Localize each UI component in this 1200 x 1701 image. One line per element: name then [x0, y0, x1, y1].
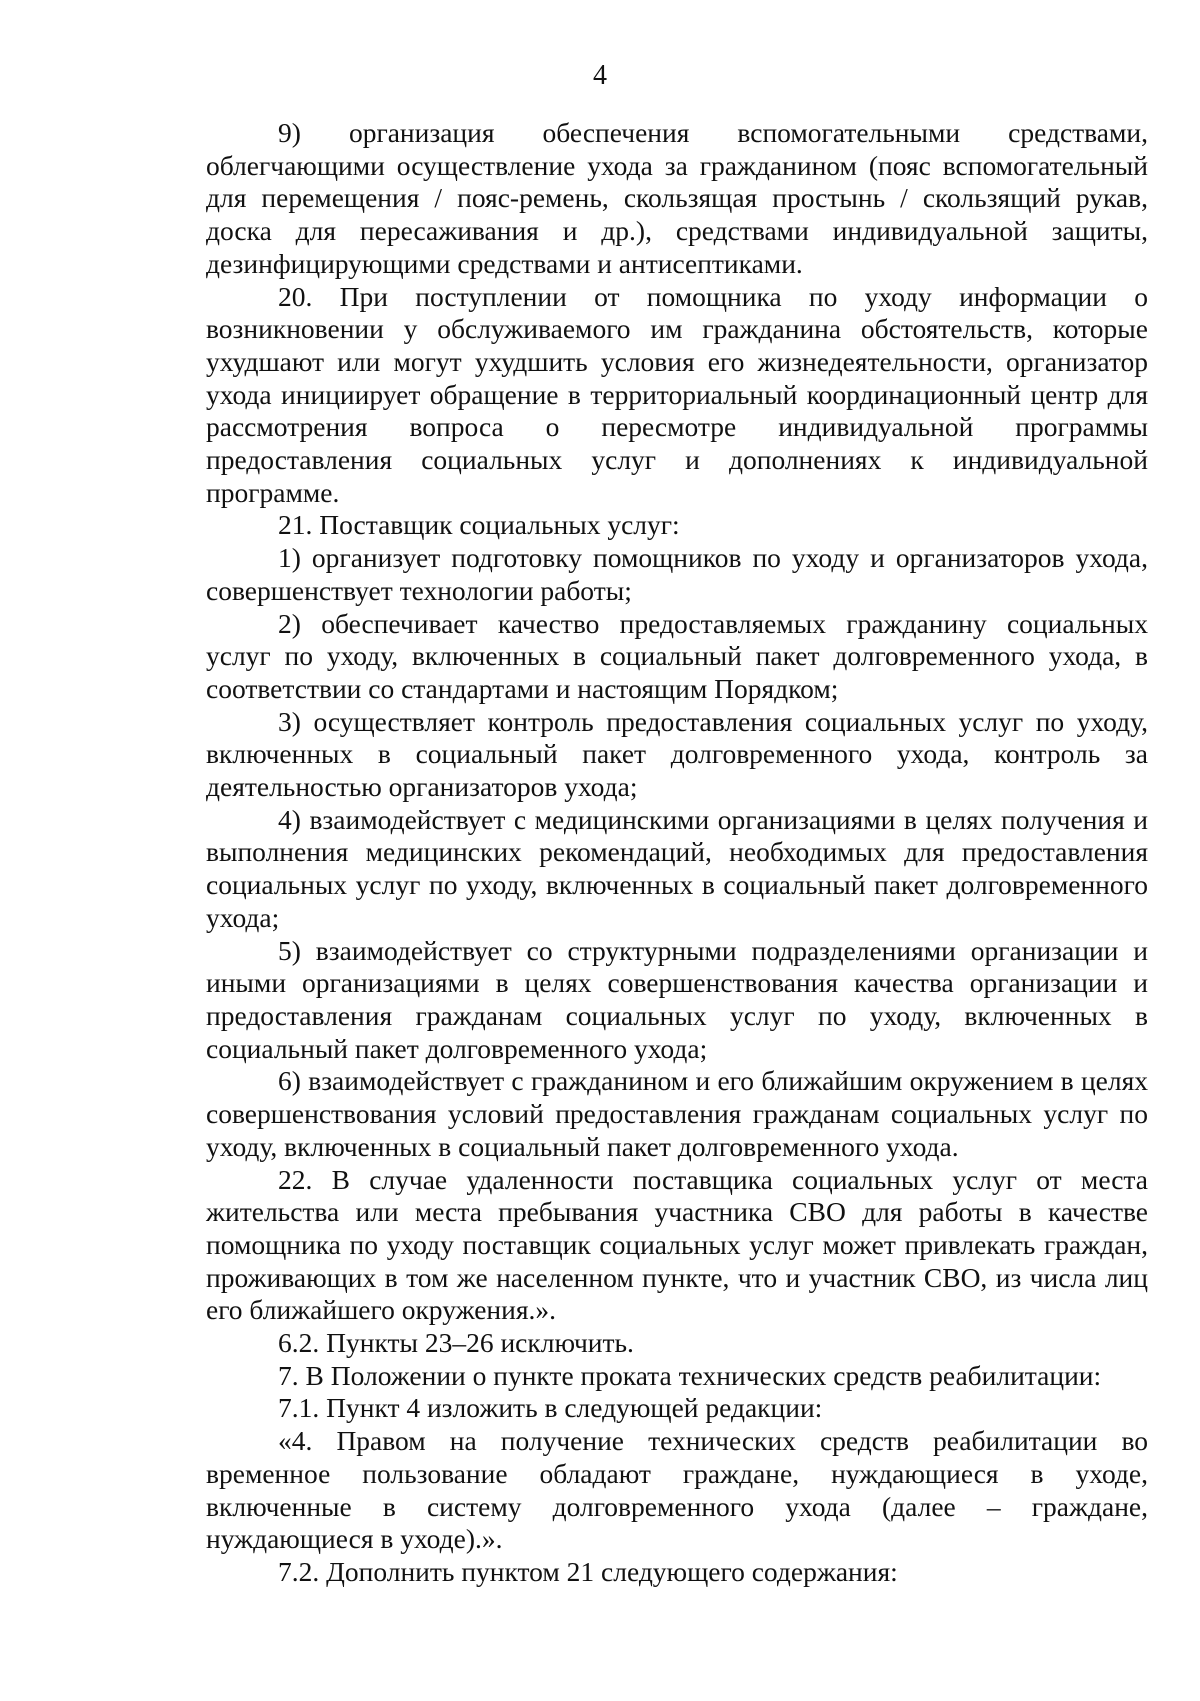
paragraph-item-3: 3) осуществляет контроль предоставления социальных услуг по уходу, включенных в социальный пакет долговременного ухода, контроль за деятельностью организаторов ухода;	[206, 705, 1148, 803]
paragraph-new-clause-4: «4. Правом на получение технических средств реабилитации во временное пользование обладают граждане, нуждающиеся в уходе, включенные в систему долговременного ухода (далее – граждане, нуждающиеся в уходе).».	[206, 1425, 1148, 1555]
page-number: 4	[593, 60, 607, 91]
paragraph-item-5: 5) взаимодействует со структурными подразделениями организации и иными организациями в целях совершенствования качества организации и предоставления гражданам социальных услуг по уходу, включенных в социальный пакет долговременного ухода;	[206, 934, 1148, 1064]
paragraph-section-7-1: 7.1. Пункт 4 изложить в следующей редакции:	[278, 1392, 823, 1424]
paragraph-clause-22: 22. В случае удаленности поставщика социальных услуг от места жительства или места пребывания участника СВО для работы в качестве помощника по уходу поставщик социальных услуг может привлекать граждан, проживающих в том же населенном пункте, что и участник СВО, из числа лиц его ближайшего окружения.».	[206, 1163, 1148, 1326]
paragraph-clause-20: 20. При поступлении от помощника по уходу информации о возникновении у обслуживаемого им гражданина обстоятельств, которые ухудшают или могут ухудшить условия его жизнедеятельности, организатор ухода инициирует обращение в территориальный координационный центр для рассмотрения вопроса о пересмотре индивидуальной программы предоставления социальных услуг и дополнениях к индивидуальной программе.	[206, 280, 1148, 508]
paragraph-item-1: 1) организует подготовку помощников по уходу и организаторов ухода, совершенствует технологии работы;	[206, 542, 1148, 606]
paragraph-clause-21: 21. Поставщик социальных услуг:	[278, 509, 680, 541]
document-body	[206, 117, 1148, 1589]
paragraph-section-7-2: 7.2. Дополнить пунктом 21 следующего содержания:	[278, 1555, 898, 1587]
paragraph-item-6: 6) взаимодействует с гражданином и его ближайшим окружением в целях совершенствования условий предоставления гражданам социальных услуг по уходу, включенных в социальный пакет долговременного ухода.	[206, 1065, 1148, 1162]
paragraph-item-4: 4) взаимодействует с медицинскими организациями в целях получения и выполнения медицинских рекомендаций, необходимых для предоставления социальных услуг по уходу, включенных в социальный пакет долговременного ухода;	[206, 803, 1148, 933]
paragraph-section-6-2: 6.2. Пункты 23–26 исключить.	[278, 1327, 634, 1359]
paragraph-section-7: 7. В Положении о пункте проката технических средств реабилитации:	[278, 1359, 1102, 1391]
paragraph-item-9: 9) организация обеспечения вспомогательными средствами, облегчающими осуществление ухода за гражданином (пояс вспомогательный для перемещения / пояс-ремень, скользящая простынь / скользящий рукав, доска для пересаживания и др.), средствами индивидуальной защиты, дезинфицирующими средствами и антисептиками.	[206, 117, 1148, 279]
paragraph-item-2: 2) обеспечивает качество предоставляемых гражданину социальных услуг по уходу, включенных в социальный пакет долговременного ухода, в соответствии со стандартами и настоящим Порядком;	[206, 607, 1148, 704]
